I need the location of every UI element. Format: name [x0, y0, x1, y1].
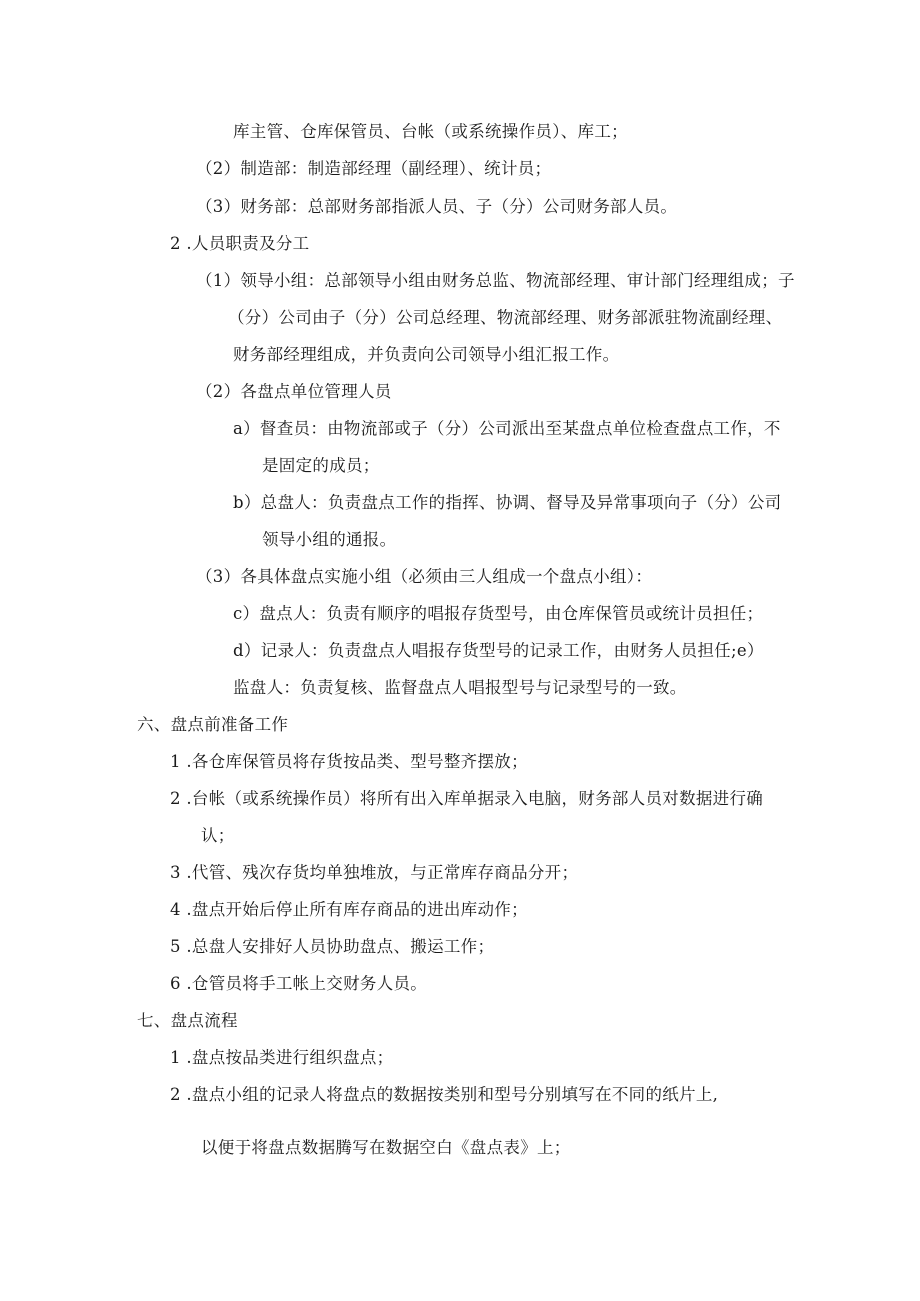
text-line: 1 .盘点按品类进行组织盘点； [170, 1048, 394, 1067]
text-line: （1）领导小组：总部领导小组由财务总监、物流部经理、审计部门经理组成；子 [196, 271, 795, 290]
text-line: 库主管、仓库保管员、台帐（或系统操作员）、库工； [233, 122, 628, 141]
text-line: 6 .仓管员将手工帐上交财务人员。 [170, 974, 428, 993]
text-line: 2 .台帐（或系统操作员）将所有出入库单据录入电脑，财务部人员对数据进行确 [170, 789, 764, 808]
text-line: 5 .总盘人安排好人员协助盘点、搬运工作； [170, 937, 495, 956]
text-line: （2）制造部：制造部经理（副经理）、统计员； [196, 159, 552, 178]
chapter-heading: 六、盘点前准备工作 [137, 715, 289, 734]
text-line: （分）公司由子（分）公司总经理、物流部经理、财务部派驻物流副经理、 [228, 308, 783, 327]
text-line: 4 .盘点开始后停止所有库存商品的进出库动作； [170, 900, 528, 919]
text-line: 财务部经理组成，并负责向公司领导小组汇报工作。 [233, 345, 620, 364]
text-line: 领导小组的通报。 [262, 530, 397, 549]
text-line: （3）财务部：总部财务部指派人员、子（分）公司财务部人员。 [196, 197, 678, 216]
text-line: d）记录人：负责盘点人唱报存货型号的记录工作，由财务人员担任;e） [233, 641, 764, 660]
chapter-heading: 七、盘点流程 [137, 1011, 238, 1030]
text-line: （3）各具体盘点实施小组（必须由三人组成一个盘点小组）： [196, 567, 653, 586]
text-line: b）总盘人：负责盘点工作的指挥、协调、督导及异常事项向子（分）公司 [233, 493, 782, 512]
text-line: 监盘人：负责复核、监督盘点人唱报型号与记录型号的一致。 [233, 678, 687, 697]
text-line: 以便于将盘点数据腾写在数据空白《盘点表》上； [201, 1138, 571, 1157]
text-line: （2）各盘点单位管理人员 [196, 382, 392, 401]
text-line: 是固定的成员； [262, 456, 380, 475]
text-line: 2 .盘点小组的记录人将盘点的数据按类别和型号分别填写在不同的纸片上, [170, 1085, 719, 1104]
section-heading: 2 .人员职责及分工 [170, 234, 310, 253]
text-line: 3 .代管、残次存货均单独堆放，与正常库存商品分开； [170, 863, 579, 882]
text-line: 1 .各仓库保管员将存货按品类、型号整齐摆放； [170, 752, 528, 771]
text-line: a）督查员：由物流部或子（分）公司派出至某盘点单位检查盘点工作，不 [233, 419, 781, 438]
text-line: c）盘点人：负责有顺序的唱报存货型号，由仓库保管员或统计员担任； [233, 604, 764, 623]
text-line: 认； [201, 826, 235, 845]
